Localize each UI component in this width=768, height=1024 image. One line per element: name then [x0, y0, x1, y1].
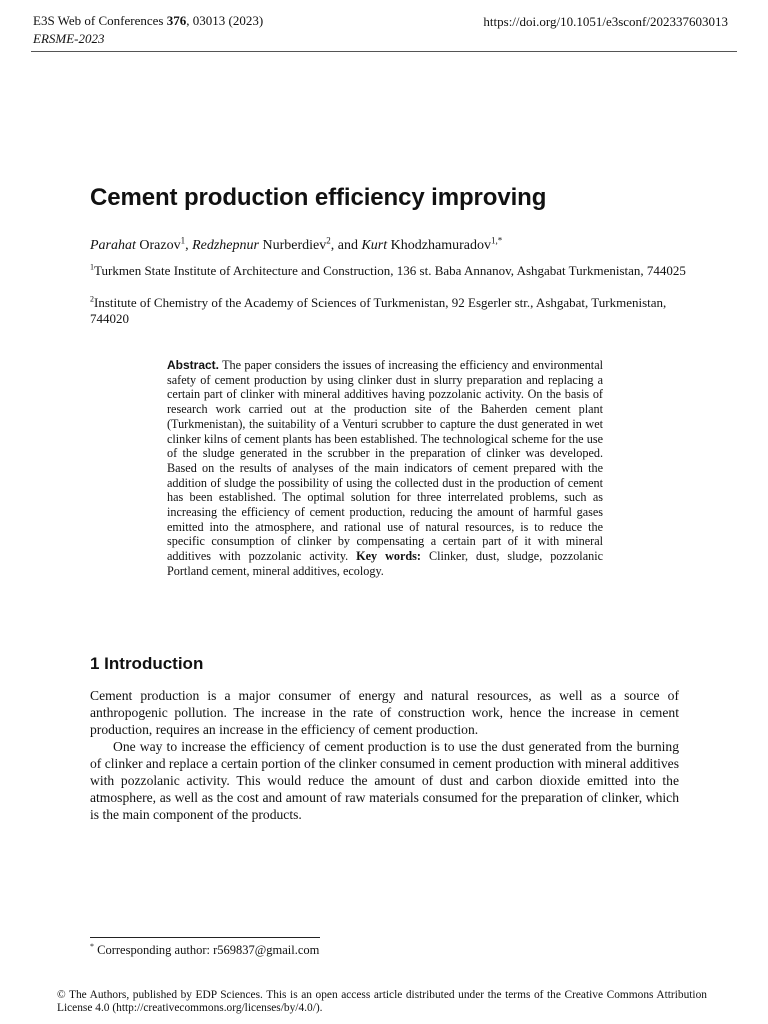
affiliation-2-mark: 2	[90, 294, 94, 304]
footnote-divider	[90, 937, 320, 938]
author-1-given: Parahat	[90, 238, 136, 253]
footnote-text: Corresponding author: r569837@gmail.com	[94, 943, 320, 957]
author-1-family: Orazov	[135, 238, 181, 253]
journal-name: E3S Web of Conferences	[33, 13, 164, 28]
header-divider	[31, 51, 737, 52]
author-separator: ,	[185, 238, 193, 253]
author-1-affil: 1	[180, 235, 186, 246]
keywords-text: Clinker, dust, sludge, pozzolanic Portland cement, mineral additives, ecology.	[167, 549, 603, 578]
volume-number: 376	[166, 13, 187, 28]
abstract-text: The paper considers the issues of increasing the efficiency and environmental safety of cement production by using clinker dust in slurry preparation and replacing a certain part of clinker with mineral additives having pozzolanic activity. On the basis of research work carried out at the production site of the Baherden cement plant (Turkmenistan), the suitability of a Venturi scrubber to capture the dust generated in wet clinker kilns of cement plants has been established. The technological scheme for the use of the sludge generated in the scrubber in the preparation of clinker was developed. Based on the results of analyses of the main indicators of cement prepared with the addition of sludge the possibility of using the collected dust in the production of cement has been established. The optimal solution for three interrelated problems, such as increasing the efficiency of cement production, reducing the amount of harmful gases emitted into the atmosphere, and rational use of natural resources, is to reduce the specific consumption of clinker by compensating a certain part of it with mineral additives with pozzolanic activity.	[167, 358, 603, 564]
affiliation-2	[90, 295, 690, 327]
author-separator: , and	[330, 238, 362, 253]
affiliation-1-mark: 1	[90, 262, 94, 272]
paper-title: Cement production efficiency improving	[90, 184, 547, 211]
running-header	[33, 12, 263, 48]
paragraph-2: One way to increase the efficiency of cement production is to use the dust generated from the burning of clinker and replace a certain portion of the clinker consumed in cement production with mineral additives with pozzolanic activity. This would reduce the amount of dust and carbon dioxide emitted into the atmosphere, as well as the cost and amount of raw materials consumed for the preparation of clinker, which is the main component of the products.	[90, 739, 679, 822]
section-heading-introduction: 1 Introduction	[90, 654, 204, 673]
introduction-body	[90, 687, 679, 823]
footnote-mark: *	[90, 941, 94, 951]
article-number: , 03013 (2023)	[186, 13, 264, 28]
author-3-given: Kurt	[361, 238, 388, 253]
conference-series: ERSME-2023	[33, 31, 105, 46]
keywords-label: Key words:	[348, 549, 421, 564]
author-3-affil: 1,*	[490, 235, 503, 246]
affiliation-2-text: Institute of Chemistry of the Academy of Sciences of Turkmenistan, 92 Esgerler str., Ashgabat, Turkmenistan, 744020	[90, 295, 667, 326]
author-2-family: Nurberdiev	[258, 238, 327, 253]
journal-citation	[33, 12, 263, 30]
author-2-affil: 2	[326, 235, 331, 246]
affiliation-1-text: Turkmen State Institute of Architecture and Construction, 136 st. Baba Annanov, Ashgabat Turkmenistan, 744025	[94, 263, 686, 278]
paragraph-1: Cement production is a major consumer of energy and natural resources, as well as a source of anthropogenic pollution. The increase in the rate of construction work, hence the increase in cement production, requires an increase in the efficiency of cement production.	[90, 688, 679, 737]
abstract	[167, 358, 603, 579]
author-2-given: Redzhepnur	[192, 238, 259, 253]
abstract-label: Abstract.	[167, 358, 220, 372]
affiliation-1	[90, 263, 690, 279]
author-list	[90, 235, 503, 254]
license-notice: © The Authors, published by EDP Sciences. This is an open access article distributed under the terms of the Creative Commons Attribution License 4.0 (http://creativecommons.org/licenses/by/4.0/).	[57, 989, 707, 1014]
doi-link[interactable]: https://doi.org/10.1051/e3sconf/202337603013	[483, 14, 728, 29]
author-3-family: Khodzhamuradov	[387, 238, 491, 253]
footnote	[90, 943, 319, 958]
